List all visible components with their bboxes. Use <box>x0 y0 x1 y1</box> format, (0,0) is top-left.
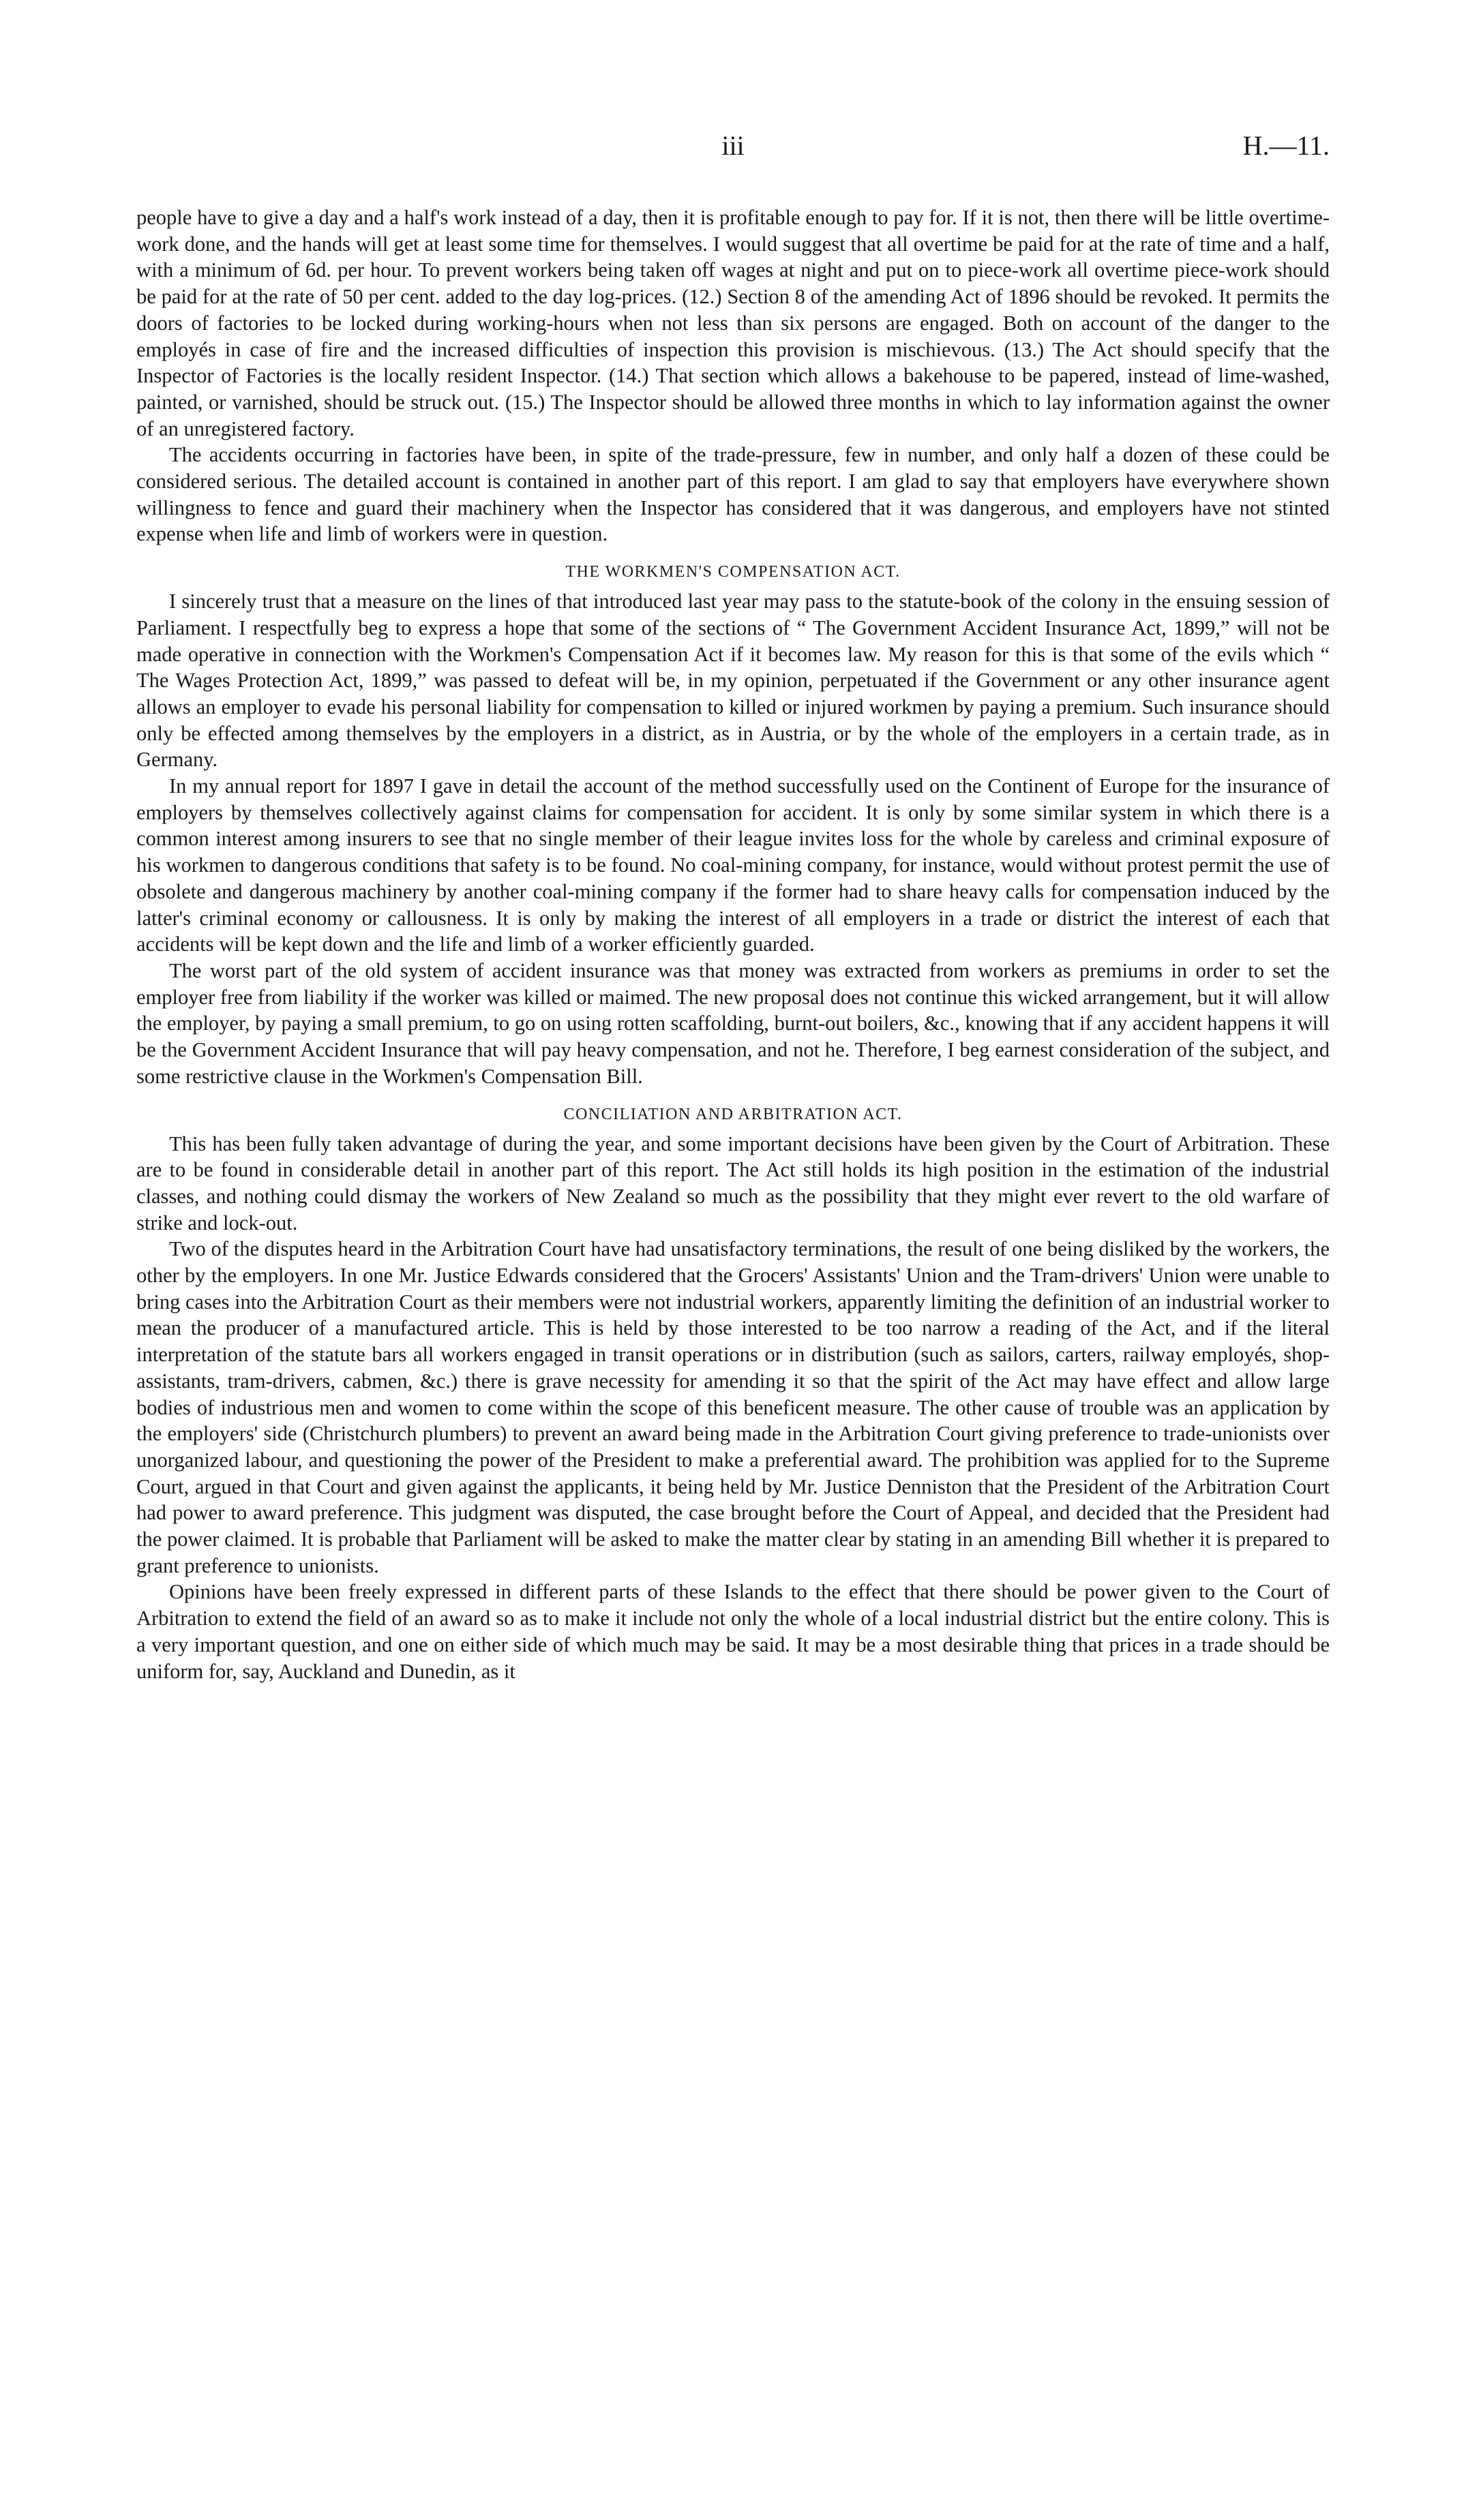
paragraph: This has been fully taken advantage of during the year, and some important decisions have been given by the Court of Arbitration. These are to be found in considerable detail in another part of this report. The Act still holds its high position in the estimation of the industrial classes, and nothing could dismay the workers of New Zealand so much as the possibility that they might ever revert to the old warfare of strike and lock-out. <box>136 1132 1330 1234</box>
section-heading-conciliation-arbitration: CONCILIATION AND ARBITRATION ACT. <box>563 1105 903 1123</box>
section-heading-workmens-compensation: THE WORKMEN'S COMPENSATION ACT. <box>565 563 901 581</box>
paragraph: Two of the disputes heard in the Arbitration Court have had unsatisfactory terminations, the result of one being disliked by the workers, the other by the employers. In one Mr. Justice Edwards considered that the Grocers' Assistants' Union and the Tram-drivers' Union were unable to bring cases into the Arbitration Court as their members were not industrial workers, apparently limiting the definition of an industrial worker to mean the producer of a manufactured article. This is held by those interested to be too narrow a reading of the Act, and if the literal interpretation of the statute bars all workers engaged in transit operations or in distribution (such as sailors, carters, railway employés, shop-assistants, tram-drivers, cabmen, &c.) there is grave necessity for amending it so that the spirit of the Act may have effect and allow large bodies of industrious men and women to come within the scope of this beneficent measure. The other cause of trouble was an application by the employers' side (Christchurch plumbers) to prevent an award being made in the Arbitration Court giving preference to trade-unionists over unorganized labour, and questioning the power of the President to make a preferential award. The prohibition was applied for to the Supreme Court, argued in that Court and given against the applicants, it being held by Mr. Justice Denniston that the President of the Arbitration Court had power to award preference. This judgment was disputed, the case brought before the Court of Appeal, and decided that the President had the power claimed. It is probable that Parliament will be asked to make the matter clear by stating in an amending Bill whether it is prepared to grant preference to unionists. <box>136 1237 1330 1577</box>
paragraph: In my annual report for 1897 I gave in detail the account of the method successfully used on the Continent of Europe for the insurance of employers by themselves collectively against claims for compensation for accident. It is only by some similar system in which there is a common interest among insurers to see that no single member of their league invites loss for the whole by careless and criminal exposure of his workmen to dangerous conditions that safety is to be found. No coal-mining company, for instance, would without protest permit the use of obsolete and dangerous machinery by another coal-mining company if the former had to share heavy calls for compensation induced by the latter's criminal economy or callousness. It is only by making the interest of all employers in a trade or district the interest of each that accidents will be kept down and the life and limb of a worker efficiently guarded. <box>136 774 1330 956</box>
document-reference: H.—11. <box>1242 130 1330 161</box>
paragraph-continued: people have to give a day and a half's work instead of a day, then it is profitable enough to pay for. If it is not, then there will be little overtime-work done, and the hands will get at least some time for themselves. I would suggest that all overtime be paid for at the rate of time and a half, with a minimum of 6d. per hour. To prevent workers being taken off wages at night and put on to piece-work all overtime piece-work should be paid for at the rate of 50 per cent. added to the day log-prices. (12.) Section 8 of the amending Act of 1896 should be revoked. It permits the doors of factories to be locked during working-hours when not less than six persons are engaged. Both on account of the danger to the employés in case of fire and the increased difficulties of inspection this provision is mischievous. (13.) The Act should specify that the Inspector of Factories is the locally resident Inspector. (14.) That section which allows a bakehouse to be papered, instead of lime-washed, painted, or varnished, should be struck out. (15.) The Inspector should be allowed three months in which to lay information against the owner of an unregistered factory. <box>136 206 1330 440</box>
paragraph: The worst part of the old system of accident insurance was that money was extracted from workers as premiums in order to set the employer free from liability if the worker was killed or maimed. The new proposal does not continue this wicked arrangement, but it will allow the employer, by paying a small premium, to go on using rotten scaffolding, burnt-out boilers, &c., knowing that if any accident happens it will be the Government Accident Insurance that will pay heavy compensation, and not he. Therefore, I beg earnest consideration of the subject, and some restrictive clause in the Workmen's Compensation Bill. <box>136 958 1330 1088</box>
body-text <box>136 204 1330 1684</box>
running-head <box>136 130 1330 170</box>
page-number: iii <box>721 130 745 161</box>
paragraph: I sincerely trust that a measure on the lines of that introduced last year may pass to the statute-book of the colony in the ensuing session of Parliament. I respectfully beg to express a hope that some of the sections of “ The Government Accident Insurance Act, 1899,” will not be made operative in connection with the Workmen's Compensation Act if it becomes law. My reason for this is that some of the evils which “ The Wages Protection Act, 1899,” was passed to defeat will be, in my opinion, perpetuated if the Government or any other insurance agent allows an employer to evade his personal liability for compensation to killed or injured workmen by paying a premium. Such insurance should only be effected among themselves by the employers in a district, as in Austria, or by the whole of the employers in a certain trade, as in Germany. <box>136 590 1330 772</box>
paragraph: Opinions have been freely expressed in different parts of these Islands to the effect that there should be power given to the Court of Arbitration to extend the field of an award so as to make it include not only the whole of a local industrial district but the entire colony. This is a very important question, and one on either side of which much may be said. It may be a most desirable thing that prices in a trade should be uniform for, say, Auckland and Dunedin, as it <box>136 1580 1330 1683</box>
paragraph-accidents: The accidents occurring in factories have been, in spite of the trade-pressure, few in number, and only half a dozen of these could be considered serious. The detailed account is contained in another part of this report. I am glad to say that employers have everywhere shown willingness to fence and guard their machinery when the Inspector has considered that it was dangerous, and employers have not stinted expense when life and limb of workers were in question. <box>136 443 1330 546</box>
document-page <box>136 130 1330 1684</box>
